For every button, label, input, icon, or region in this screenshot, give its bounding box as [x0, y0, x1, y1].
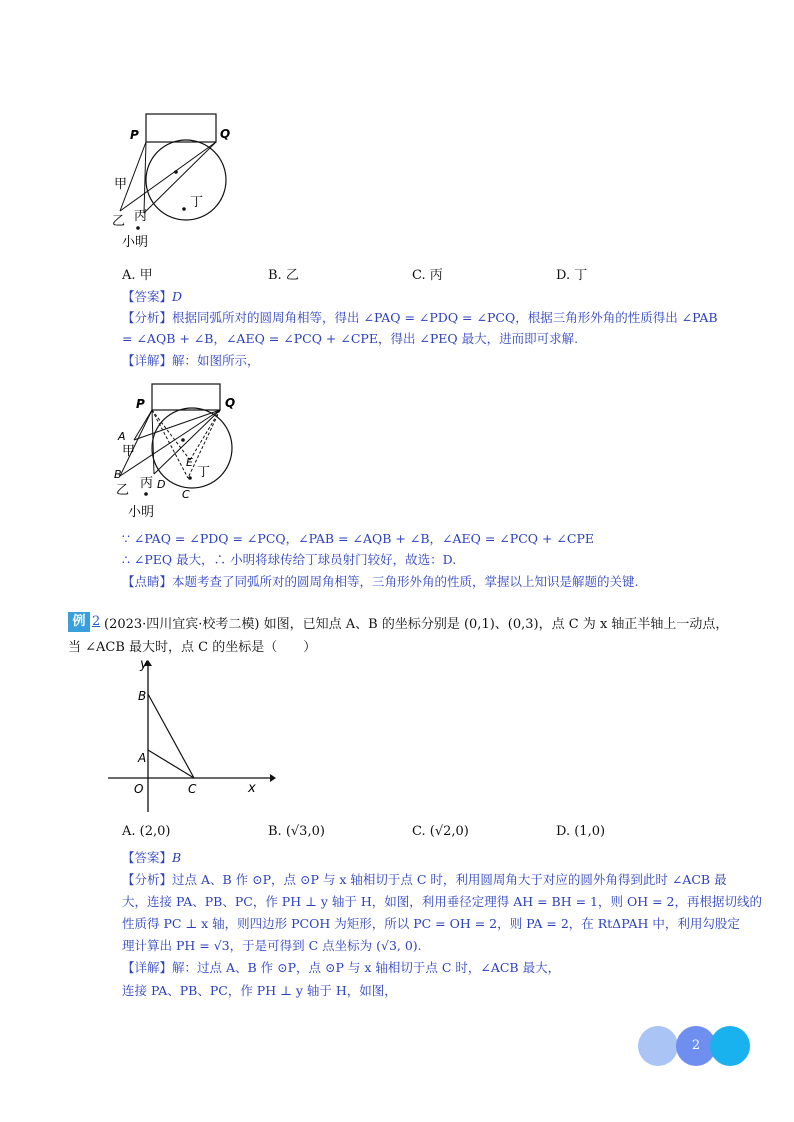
label-E: E	[186, 456, 193, 469]
analysis-text: 根据同弧所对的圆周角相等，得出 ∠PAQ = ∠PDQ = ∠PCQ，根据三角形外角的性质得出 ∠PAB	[172, 310, 718, 325]
q1-answer	[122, 286, 182, 307]
label-jia: 甲	[122, 444, 136, 459]
q1-detail	[122, 350, 260, 371]
q2-analysis-line4: 理计算出 PH = √3，于是可得到 C 点坐标为 (√3, 0).	[122, 938, 422, 953]
label-xiaoming: 小明	[122, 235, 149, 250]
label-P: P	[130, 128, 139, 142]
figure-2-soccer-solution	[108, 378, 248, 526]
q2-analysis-line2: 大，连接 PA、PB、PC，作 PH ⊥ y 轴于 H，如图，利用垂径定理得 AH = BH = 1，则 OH = 2，再根据切线的	[122, 894, 763, 909]
label-x: x	[248, 781, 256, 796]
q2-option-a[interactable]: A. (2,0)	[122, 824, 171, 839]
q1-proof-line2: ∴ ∠PEQ 最大，∴ 小明将球传给丁球员射门较好，故选：D.	[122, 552, 457, 567]
q2-analysis-line3: 性质得 PC ⊥ x 轴，则四边形 PCOH 为矩形，所以 PC = OH = 2，则 PA = 2，在 RtΔPAH 中，利用勾股定	[122, 916, 740, 931]
example-2-line2: 当 ∠ACB 最大时，点 C 的坐标是（ ）	[68, 640, 317, 655]
answer-text: B	[172, 850, 182, 865]
example-badge: 例	[68, 612, 90, 632]
goal-box	[146, 114, 216, 142]
example-2-line1: (2023·四川宜宾·校考二模) 如图，已知点 A、B 的坐标分别是 (0,1)、(0,3)，点 C 为 x 轴正半轴上一动点，	[104, 617, 729, 632]
q2-detail-line2: 连接 PA、PB、PC，作 PH ⊥ y 轴于 H，如图，	[122, 983, 397, 998]
q1-proof-line1: ∵ ∠PAQ = ∠PDQ = ∠PCQ，∠PAB = ∠AQB + ∠B，∠AEQ = ∠PCQ + ∠CPE	[122, 531, 594, 546]
comment-tag: 【点睛】	[122, 574, 173, 589]
page-number: 2	[691, 1038, 701, 1053]
answer-tag: 【答案】	[122, 850, 173, 865]
q2-option-b[interactable]: B. (√3,0)	[268, 824, 325, 839]
example-number[interactable]: 2	[92, 614, 101, 629]
label-O: O	[134, 782, 144, 796]
q1-comment	[122, 571, 639, 592]
label-yi: 乙	[116, 483, 130, 498]
q1-option-a[interactable]: A. 甲	[122, 268, 153, 283]
figure-3-axes	[100, 652, 280, 822]
q1-analysis-line2: = ∠AQB + ∠B，∠AEQ = ∠PCQ + ∠CPE，得出 ∠PEQ 最大，进而即可求解.	[122, 331, 579, 346]
q2-option-d[interactable]: D. (1,0)	[556, 824, 606, 839]
label-ding: 丁	[190, 195, 204, 210]
label-yi: 乙	[112, 214, 126, 229]
label-C: C	[188, 782, 197, 796]
decor-circle-right	[710, 1026, 750, 1066]
q1-option-c[interactable]: C. 丙	[412, 268, 443, 283]
label-jia: 甲	[114, 177, 128, 192]
label-Q: Q	[225, 396, 236, 410]
analysis-text: 过点 A、B 作 ⊙P，点 ⊙P 与 x 轴相切于点 C 时，利用圆周角大于对应的圆外角得到此时 ∠ACB 最	[172, 872, 727, 887]
label-bing: 丙	[140, 476, 154, 491]
label-D: D	[157, 478, 166, 491]
analysis-tag: 【分析】	[122, 872, 173, 887]
q1-option-b[interactable]: B. 乙	[268, 268, 299, 283]
comment-text: 本题考查了同弧所对的圆周角相等，三角形外角的性质，掌握以上知识是解题的关键.	[172, 574, 639, 589]
analysis-tag: 【分析】	[122, 310, 173, 325]
figure-1-soccer	[108, 108, 238, 258]
label-B: B	[114, 468, 122, 481]
q1-option-d[interactable]: D. 丁	[556, 268, 588, 283]
label-y: y	[140, 657, 148, 672]
label-bing: 丙	[134, 209, 148, 224]
label-A: A	[118, 430, 126, 443]
detail-text: 解：过点 A、B 作 ⊙P，点 ⊙P 与 x 轴相切于点 C 时，∠ACB 最大，	[172, 960, 561, 975]
label-A: A	[138, 751, 147, 765]
answer-text: D	[172, 289, 183, 304]
detail-tag: 【详解】	[122, 960, 173, 975]
q2-option-c[interactable]: C. (√2,0)	[412, 824, 469, 839]
label-C: C	[182, 488, 190, 501]
q2-answer	[122, 847, 181, 868]
label-P: P	[136, 397, 145, 411]
answer-tag: 【答案】	[122, 289, 173, 304]
q1-analysis-line1	[122, 307, 718, 328]
circle	[146, 140, 226, 220]
detail-tag: 【详解】	[122, 353, 173, 368]
label-Q: Q	[220, 127, 231, 141]
decor-circle-left	[638, 1026, 678, 1066]
q2-analysis-line1	[122, 869, 727, 890]
q2-detail-line1	[122, 957, 560, 978]
detail-text: 解：如图所示，	[172, 353, 260, 368]
label-B: B	[138, 689, 147, 703]
label-ding: 丁	[197, 465, 211, 480]
label-xiaoming: 小明	[128, 505, 155, 520]
